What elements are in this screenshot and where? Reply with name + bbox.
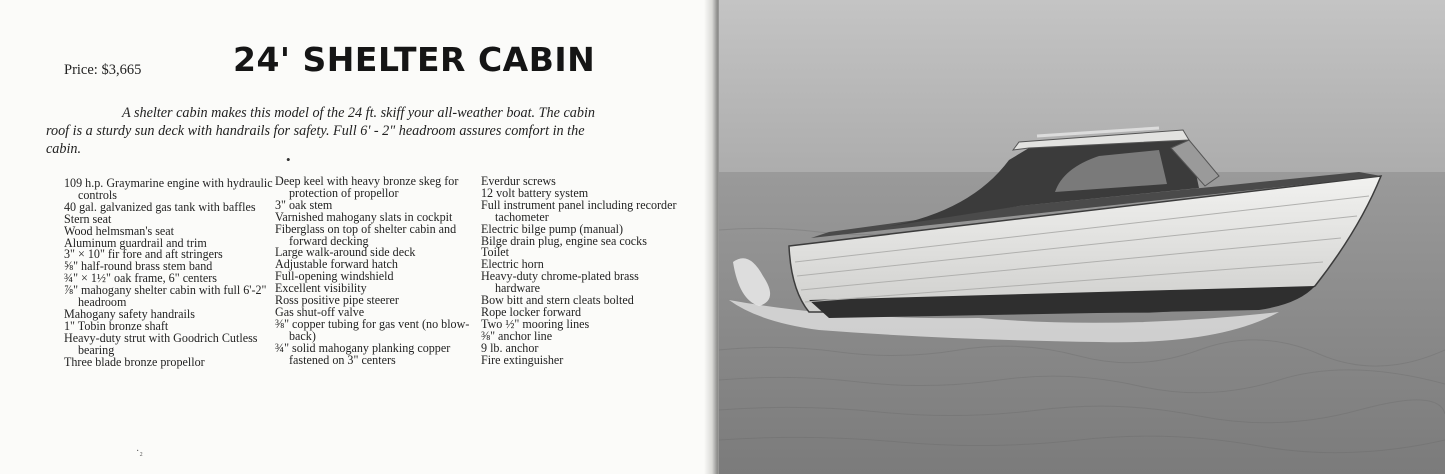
- feature-item: ¾" × 1½" oak frame, 6" centers: [64, 271, 217, 286]
- feature-item: Bilge drain plug, engine sea cocks: [481, 233, 647, 248]
- decorative-dot: •: [286, 152, 291, 167]
- boat-photo: [719, 0, 1445, 474]
- intro-paragraph: A shelter cabin makes this model of the 24 ft. skiff your all-weather boat. The cabin roof is a sturdy sun deck with handrails for safety. Full 6' - 2" headroom assures comfort in the cabin.: [46, 105, 595, 157]
- feature-item: 12 volt battery system: [481, 185, 589, 200]
- feature-item: Toilet: [481, 245, 510, 260]
- feature-item: Heavy-duty chrome-plated brass hardware: [481, 269, 639, 296]
- feature-item: Adjustable forward hatch: [275, 257, 398, 272]
- feature-item: ¾" solid mahogany planking copper fastened on 3" centers: [275, 340, 451, 367]
- feature-list-column-3: [481, 176, 681, 367]
- feature-item: ⅞" mahogany shelter cabin with full 6'-2" headroom: [64, 283, 267, 310]
- feature-item: 3" oak stem: [275, 197, 333, 212]
- price-label: Price: $3,665: [64, 62, 142, 78]
- feature-item: Aluminum guardrail and trim: [64, 235, 207, 250]
- feature-item: ⅝" half-round brass stem band: [64, 259, 213, 274]
- feature-item: Varnished mahogany slats in cockpit: [275, 209, 453, 224]
- page-title: 24' SHELTER CABIN: [233, 40, 596, 79]
- feature-item: Bow bitt and stern cleats bolted: [481, 293, 634, 308]
- left-page: [0, 0, 712, 474]
- feature-item: 40 gal. galvanized gas tank with baffles: [64, 199, 256, 214]
- feature-item: Wood helmsman's seat: [64, 223, 175, 238]
- feature-item: Large walk-around side deck: [275, 245, 416, 260]
- feature-item: Electric bilge pump (manual): [481, 221, 624, 236]
- feature-item: Fiberglass on top of shelter cabin and forward decking: [275, 221, 457, 248]
- feature-item: ⅜" copper tubing for gas vent (no blow-back): [275, 316, 470, 343]
- feature-item: Deep keel with heavy bronze skeg for protection of propellor: [275, 174, 459, 200]
- feature-list-column-2: [275, 176, 475, 367]
- feature-item: Stern seat: [64, 211, 112, 226]
- feature-item: 109 h.p. Graymarine engine with hydraulic controls: [64, 176, 273, 202]
- feature-item: Electric horn: [481, 257, 544, 272]
- feature-item: Excellent visibility: [275, 281, 367, 296]
- feature-item: Gas shut-off valve: [275, 304, 365, 319]
- feature-item: 1" Tobin bronze shaft: [64, 318, 169, 333]
- feature-item: Rope locker forward: [481, 304, 582, 319]
- feature-item: Three blade bronze propellor: [64, 354, 205, 369]
- feature-item: Everdur screws: [481, 174, 556, 188]
- feature-item: ⅜" anchor line: [481, 328, 553, 343]
- feature-item: Full-opening windshield: [275, 269, 394, 284]
- feature-item: Heavy-duty strut with Goodrich Cutless bearing: [64, 330, 258, 357]
- feature-list-column-1: [64, 178, 274, 369]
- feature-item: Full instrument panel including recorder tachometer: [481, 197, 677, 224]
- feature-item: 9 lb. anchor: [481, 340, 539, 355]
- feature-item: Ross positive pipe steerer: [275, 293, 399, 308]
- feature-item: Two ½" mooring lines: [481, 316, 590, 331]
- page-folio: ·₂: [136, 446, 143, 457]
- feature-item: 3" × 10" fir fore and aft stringers: [64, 247, 223, 262]
- boat-photo-illustration: [719, 0, 1445, 474]
- feature-item: Mahogany safety handrails: [64, 306, 195, 321]
- feature-item: Fire extinguisher: [481, 352, 564, 367]
